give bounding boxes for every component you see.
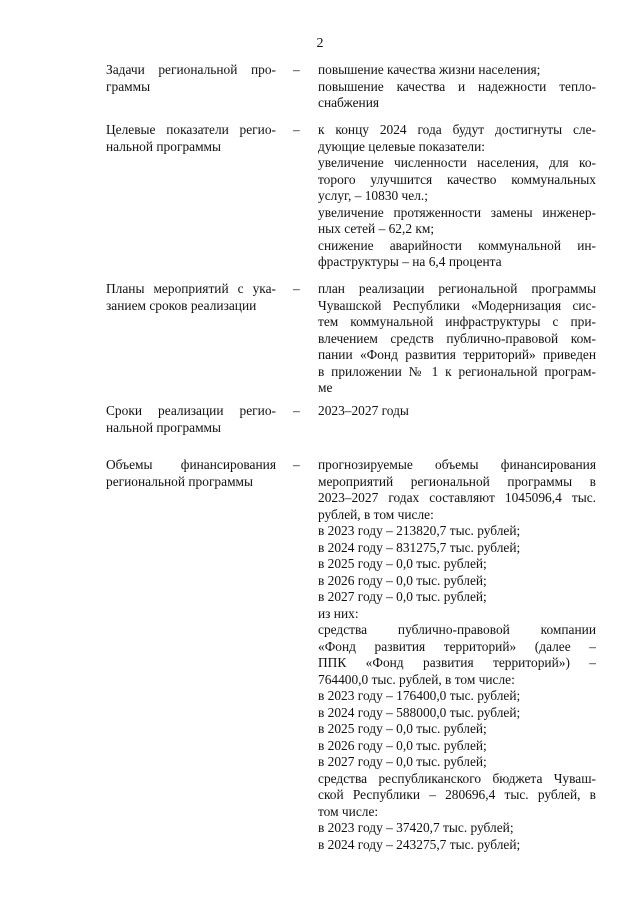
section-dash: – xyxy=(293,403,300,418)
content-line: в 2027 году – 0,0 тыс. рублей; xyxy=(318,754,487,769)
content-line: ской Республики – 280696,4 тыс. рублей, в xyxy=(318,787,596,802)
content-line: пании «Фонд развития территорий» приведен xyxy=(318,347,596,362)
content-line: в 2024 году – 243275,7 тыс. рублей; xyxy=(318,836,521,852)
section-content xyxy=(318,403,596,420)
content-line: торого улучшится качество коммунальных xyxy=(318,171,596,187)
section-content xyxy=(318,62,596,112)
content-line: ме xyxy=(318,380,333,395)
content-line: увеличение численности населения, для ко- xyxy=(318,155,596,170)
section-label xyxy=(106,281,276,314)
section-dash: – xyxy=(293,457,300,472)
content-line: 2023–2027 годах составляют 1045096,4 тыс. xyxy=(318,490,596,505)
content-line: тем коммунальной инфраструктуры с при- xyxy=(318,314,596,329)
content-line: прогнозируемые объемы финансирования xyxy=(318,457,596,472)
content-line: средства публично-правовой компании xyxy=(318,622,596,637)
label-line: граммы xyxy=(106,78,151,94)
section-dash: – xyxy=(293,281,300,296)
label-line: Сроки реализации регио- xyxy=(106,403,276,418)
content-line: из них: xyxy=(318,605,359,621)
content-line: в 2024 году – 831275,7 тыс. рублей; xyxy=(318,539,521,555)
content-line: ных сетей – 62,2 км; xyxy=(318,221,435,236)
content-line: рублей, в том числе: xyxy=(318,506,434,522)
content-line: в 2023 году – 213820,7 тыс. рублей; xyxy=(318,523,521,538)
content-line: ППК «Фонд развития территорий») – xyxy=(318,655,596,670)
content-line: повышение качества жизни населения; xyxy=(318,62,541,77)
content-line: в 2027 году – 0,0 тыс. рублей; xyxy=(318,589,487,604)
content-line: 764400,0 тыс. рублей, в том числе: xyxy=(318,671,515,687)
content-line: дующие целевые показатели: xyxy=(318,138,485,154)
label-line: занием сроков реализации xyxy=(106,297,257,313)
content-line: снабжения xyxy=(318,95,380,110)
content-line: в 2025 году – 0,0 тыс. рублей; xyxy=(318,721,487,736)
content-line: в приложении № 1 к региональной програм- xyxy=(318,363,596,379)
content-line: в 2023 году – 176400,0 тыс. рублей; xyxy=(318,688,521,703)
content-line: в 2024 году – 588000,0 тыс. рублей; xyxy=(318,704,521,720)
content-line: в 2025 году – 0,0 тыс. рублей; xyxy=(318,556,487,571)
content-line: «Фонд развития территорий» (далее – xyxy=(318,638,596,654)
section-dash: – xyxy=(293,62,300,77)
content-line: снижение аварийности коммунальной ин- xyxy=(318,237,596,253)
section-label xyxy=(106,403,276,436)
content-line: средства республиканского бюджета Чуваш- xyxy=(318,770,596,786)
content-line: 2023–2027 годы xyxy=(318,403,409,418)
label-line: Задачи региональной про- xyxy=(106,62,276,77)
section-dash: – xyxy=(293,122,300,137)
content-line: в 2023 году – 37420,7 тыс. рублей; xyxy=(318,820,514,835)
section-content xyxy=(318,122,596,271)
label-line: региональной программы xyxy=(106,473,254,489)
content-line: в 2026 году – 0,0 тыс. рублей; xyxy=(318,572,487,588)
section-content xyxy=(318,457,596,853)
content-line: мероприятий региональной программы в xyxy=(318,473,596,489)
section-label xyxy=(106,122,276,155)
label-line: нальной программы xyxy=(106,419,222,435)
label-line: Планы мероприятий с ука- xyxy=(106,281,276,296)
section-label xyxy=(106,62,276,95)
section-content xyxy=(318,281,596,397)
page-number: 2 xyxy=(316,36,324,51)
label-line: Целевые показатели регио- xyxy=(106,122,276,137)
label-line: Объемы финансирования xyxy=(106,457,276,472)
content-line: том числе: xyxy=(318,803,379,819)
content-line: к концу 2024 года будут достигнуты сле- xyxy=(318,122,596,137)
content-line: повышение качества и надежности тепло- xyxy=(318,78,596,94)
section-label xyxy=(106,457,276,490)
label-line: нальной программы xyxy=(106,138,222,154)
content-line: влечением средств публично-правовой ком- xyxy=(318,330,596,346)
content-line: в 2026 году – 0,0 тыс. рублей; xyxy=(318,737,487,753)
content-line: Чувашской Республики «Модернизация сис- xyxy=(318,297,596,313)
content-line: услуг, – 10830 чел.; xyxy=(318,188,428,203)
content-line: увеличение протяженности замены инженер- xyxy=(318,204,596,220)
content-line: план реализации региональной программы xyxy=(318,281,596,296)
content-line: фраструктуры – на 6,4 процента xyxy=(318,254,502,269)
